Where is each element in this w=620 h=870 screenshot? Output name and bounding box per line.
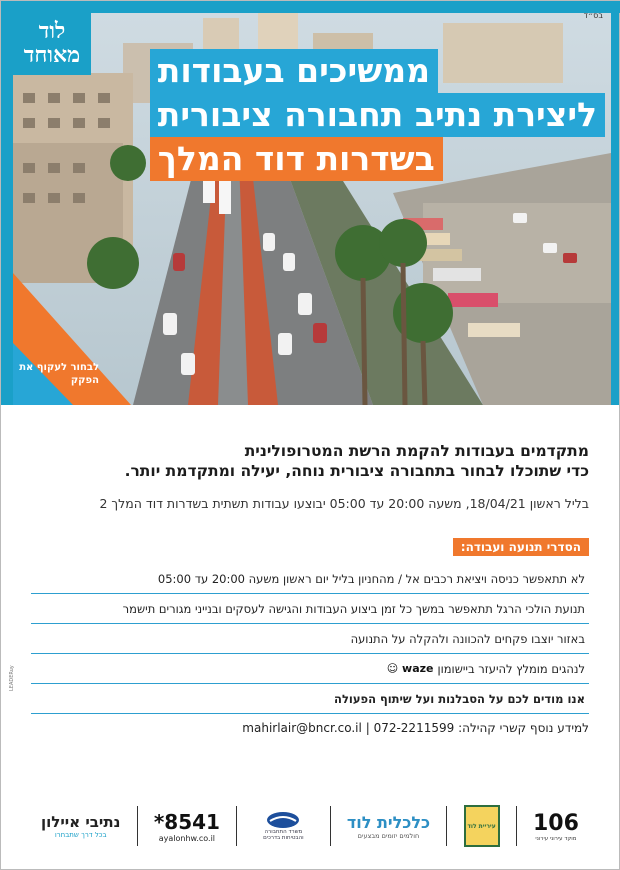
- headline-line-1: ממשיכים בעבודות: [150, 49, 438, 93]
- list-item-text: לא תתאפשר כניסה ויציאת רכבים אל / מהחניון בליל יום ראשון משעה 20:00 עד 05:00: [157, 571, 585, 586]
- divider: [516, 806, 517, 846]
- list-item: [31, 564, 589, 594]
- frame-top: [1, 1, 620, 13]
- crest-label: עיריית לוד: [467, 822, 496, 830]
- list-item-text: תנועת הולכי הרגל תתאפשר במשך כל זמן ביצוע העבודות והגישה לעסקים ובנייני מגורים תישמר: [122, 601, 585, 616]
- contact-separator: |: [365, 721, 370, 735]
- contact-phone: 072-2211599: [373, 721, 455, 735]
- divider: [236, 806, 237, 846]
- city-hotline-number: 106: [532, 810, 579, 836]
- hotline-block: [154, 810, 220, 843]
- contact-line: [29, 721, 589, 735]
- city-hotline-block: [533, 811, 579, 842]
- footer-logos: [41, 801, 579, 851]
- list-item: [31, 684, 589, 714]
- divider: [137, 806, 138, 846]
- waze-label: waze: [402, 662, 434, 675]
- waze-logo: [387, 662, 434, 675]
- nativei-name: נתיבי איילון: [41, 813, 121, 831]
- ministry-logo: [253, 811, 313, 841]
- kalkalit-lod-logo: [347, 813, 430, 840]
- hotline-url: ayalonhw.co.il: [158, 833, 216, 843]
- headline-line-3: בשדרות דוד המלך: [150, 137, 443, 181]
- side-credit: LEADERuy: [9, 665, 15, 691]
- list-item: [31, 624, 589, 654]
- besiyata-mark: בס״ד: [583, 11, 603, 20]
- list-item: [31, 654, 589, 684]
- crest-icon: [464, 805, 500, 847]
- intro-line-1: מתקדמים בעבודות להקמת הרשת המטרופולינית: [244, 442, 589, 460]
- intro-line-2: כדי שתוכלו לבחור בתחבורה ציבורית נוחה, יעילה ומתקדמת יותר.: [124, 462, 589, 480]
- contact-label: למידע נוסף קשרי קהילה:: [458, 721, 589, 735]
- arrangements-heading: הסדרי תנועה ועבודה:: [453, 538, 589, 556]
- nativei-ayalon-logo: [41, 813, 120, 839]
- list-item-text: אנו מודים לכם על הסבלנות ועל שיתוף הפעולה: [334, 691, 585, 706]
- hotline-number: *8541: [153, 809, 220, 834]
- divider: [330, 806, 331, 846]
- lod-logo: [13, 13, 91, 75]
- list-item-text: באזור יוצבו פקחים להכוונה ולהקלה על התנועה: [350, 631, 585, 646]
- kalkalit-slogan: חולמים יזומים מבצעים: [357, 831, 420, 840]
- arrangements-list: [31, 564, 589, 714]
- kalkalit-name: כלכלית לוד: [346, 812, 431, 832]
- lod-municipality-crest: [464, 805, 500, 847]
- ministry-name: משרד התחבורה והבטיחות בדרכים: [263, 829, 304, 841]
- list-item-text: לנהגים מומלץ להיעזר ביישומון: [437, 661, 585, 676]
- frame-left: [1, 1, 13, 405]
- headline: [150, 49, 605, 181]
- divider: [446, 806, 447, 846]
- schedule-line: בליל ראשון 18/04/21, משעה 20:00 עד 05:00 יבוצעו עבודות תשתית בשדרות דוד המלך 2: [99, 496, 589, 511]
- corner-note: לבחור לעקוף את הפקק: [19, 362, 99, 386]
- city-hotline-label: מוקד עירוני עירוני: [535, 835, 577, 842]
- intro: [29, 441, 589, 481]
- nativei-slogan: בכל דרך שתבחרו: [54, 831, 107, 839]
- headline-line-2: ליצירת נתיב תחבורה ציבורית: [150, 93, 605, 137]
- list-item: [31, 594, 589, 624]
- waze-icon: ☺: [386, 662, 399, 675]
- lod-logo-text: לוד מאוחד: [23, 18, 81, 68]
- contact-email: mahirlair@bncr.co.il: [242, 721, 362, 735]
- ministry-icon: [266, 811, 300, 829]
